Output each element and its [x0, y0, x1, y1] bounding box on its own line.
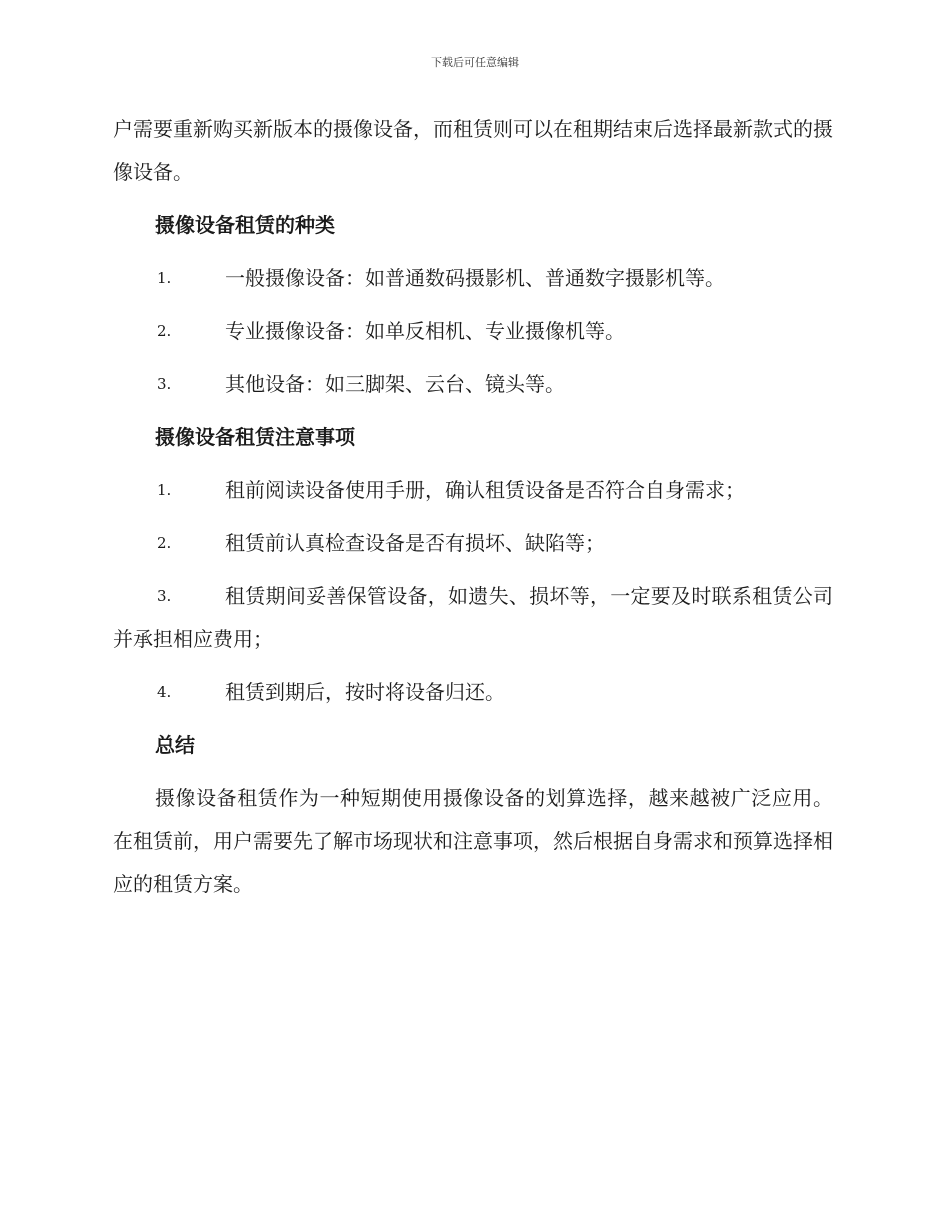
list-number: 2. [157, 322, 172, 340]
list-item-text: 租赁前认真检查设备是否有损坏、缺陷等； [225, 531, 605, 555]
summary-paragraph: 摄像设备租赁作为一种短期使用摄像设备的划算选择，越来越被广泛应用。在租赁前，用户需要先了解市场现状和注意事项，然后根据自身需求和预算选择相应的租赁方案。 [113, 786, 833, 896]
list-number: 3. [157, 587, 172, 605]
list-item [113, 575, 833, 661]
list-number: 2. [157, 534, 172, 552]
list-item [113, 671, 833, 714]
list-item-text: 租赁期间妥善保管设备，如遗失、损坏等，一定要及时联系租赁公司并承担相应费用； [113, 584, 833, 651]
list-item-text: 专业摄像设备：如单反相机、专业摄像机等。 [225, 319, 625, 343]
document-body [113, 108, 833, 916]
list-item-text: 租赁到期后，按时将设备归还。 [225, 680, 505, 704]
list-number: 1. [157, 269, 172, 287]
list-item [113, 522, 833, 565]
list-item-text: 租前阅读设备使用手册，确认租赁设备是否符合自身需求； [225, 478, 745, 502]
section-heading-summary: 总结 [155, 733, 195, 757]
list-item [113, 469, 833, 512]
intro-paragraph: 户需要重新购买新版本的摄像设备，而租赁则可以在租期结束后选择最新款式的摄像设备。 [113, 117, 833, 184]
page-header: 下载后可任意编辑 [431, 56, 519, 69]
section-heading-notes: 摄像设备租赁注意事项 [155, 425, 355, 449]
list-item [113, 363, 833, 406]
list-item [113, 257, 833, 300]
section-heading-types: 摄像设备租赁的种类 [155, 213, 335, 237]
list-number: 4. [157, 683, 172, 701]
list-item [113, 310, 833, 353]
list-number: 3. [157, 375, 172, 393]
list-item-text: 一般摄像设备：如普通数码摄影机、普通数字摄影机等。 [225, 266, 725, 290]
list-item-text: 其他设备：如三脚架、云台、镜头等。 [225, 372, 565, 396]
list-number: 1. [157, 481, 172, 499]
